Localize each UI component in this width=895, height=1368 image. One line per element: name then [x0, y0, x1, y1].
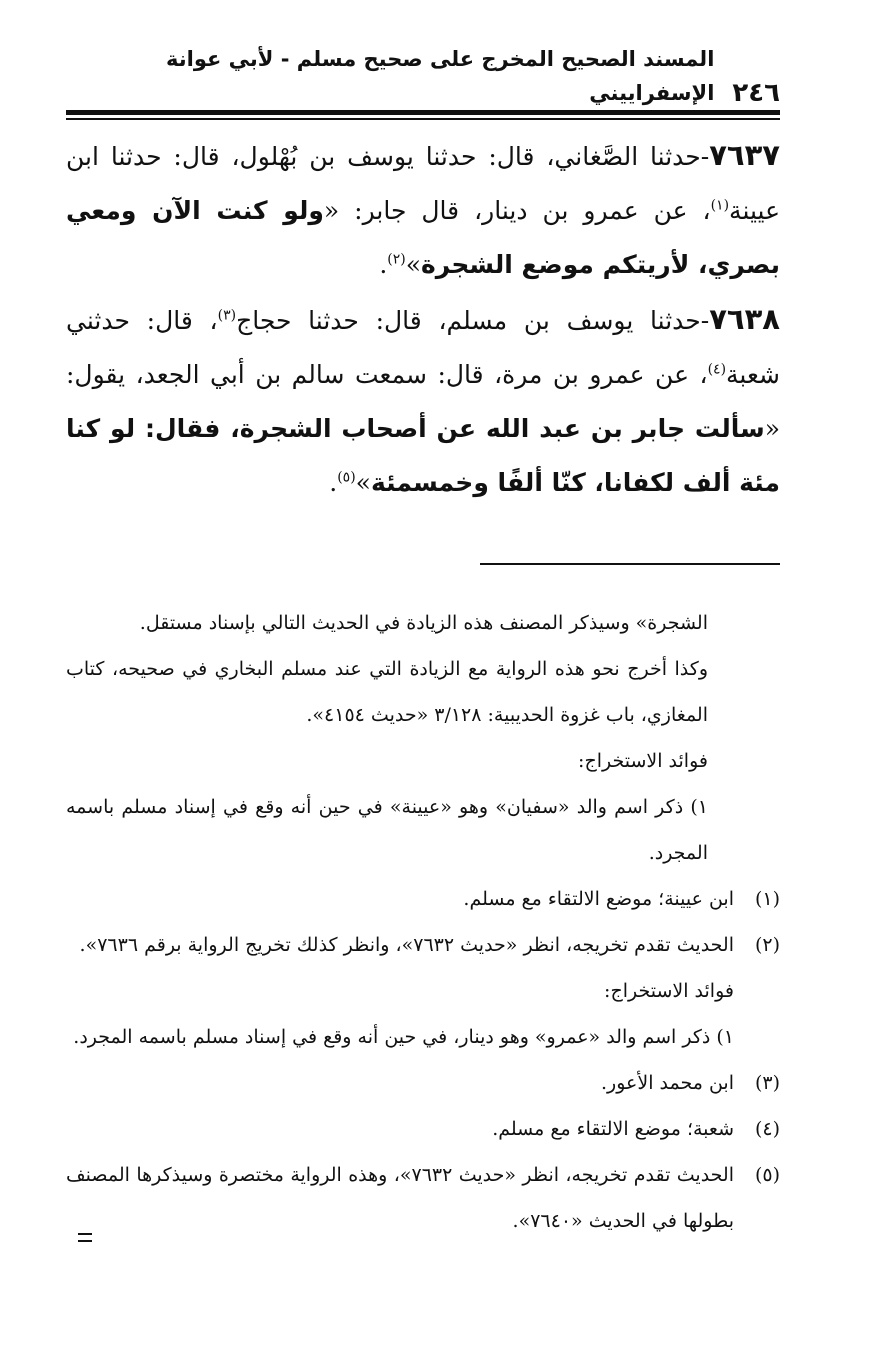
- footnote-separator: [480, 563, 780, 565]
- running-title: المسند الصحيح المخرج على صحيح مسلم - لأبي عوانة الإسفراييني: [166, 47, 715, 105]
- footnote-2: [66, 922, 780, 968]
- hadith-number: ٧٦٣٨: [709, 302, 780, 336]
- header-rule-thin: [66, 118, 780, 120]
- footnote-ref[interactable]: (٣): [217, 307, 237, 324]
- isnad-text: ، عن عمرو بن دينار، قال جابر: «: [323, 196, 711, 225]
- end-of-page-mark: [78, 1233, 92, 1242]
- footnote-text: ١) ذكر اسم والد «عمرو» وهو دينار، في حين أنه وقع في إسناد مسلم باسمه المجرد.: [73, 1026, 734, 1048]
- main-text: [66, 128, 780, 510]
- footnote-ref[interactable]: (٢): [387, 251, 406, 268]
- full-stop: .: [379, 250, 388, 279]
- isnad-text: -حدثنا الصَّغاني، قال: حدثنا يوسف بن بُهْلول، قال: حدثنا ابن عيينة: [66, 142, 780, 225]
- footnote-4: [66, 1106, 780, 1152]
- footnote-1: [66, 876, 780, 922]
- footnote-continuation: ١) ذكر اسم والد «سفيان» وهو «عيينة» في حين أنه وقع في إسناد مسلم باسمه المجرد.: [66, 796, 708, 864]
- footnote-marker: (١): [754, 888, 780, 910]
- footnote-text: فوائد الاستخراج:: [604, 980, 734, 1002]
- full-stop: .: [329, 468, 338, 497]
- footnote-text: شعبة؛ موضع الالتقاء مع مسلم.: [492, 1118, 734, 1140]
- matn-text: ولو كنت الآن ومعي بصري، لأريتكم موضع الشجرة: [66, 196, 780, 279]
- footnote-ref[interactable]: (٤): [707, 361, 727, 378]
- footnote-text: ابن محمد الأعور.: [601, 1072, 734, 1094]
- hadith-number: ٧٦٣٧: [709, 138, 780, 172]
- header-rule-thick: [66, 110, 780, 115]
- footnote-marker: (٣): [754, 1072, 780, 1094]
- footnote-ref[interactable]: (٥): [337, 469, 356, 486]
- isnad-text: ، عن عمرو بن مرة، قال: سمعت سالم بن أبي الجعد، يقول: «: [66, 360, 780, 443]
- footnote-text: الحديث تقدم تخريجه، انظر «حديث ٧٦٣٢»، وهذه الرواية مختصرة وسيذكرها المصنف بطولها في الحديث «٧٦٤٠».: [66, 1164, 734, 1232]
- isnad-text: -حدثنا يوسف بن مسلم، قال: حدثنا حجاج: [236, 306, 710, 335]
- footnote-text: الحديث تقدم تخريجه، انظر «حديث ٧٦٣٢»، وانظر كذلك تخريج الرواية برقم ٧٦٣٦».: [79, 934, 734, 956]
- page-number: ٢٤٦: [732, 78, 780, 108]
- page-header: [66, 47, 780, 110]
- footnote-3: [66, 1060, 780, 1106]
- hadith-7637: [66, 128, 780, 292]
- quote-close: »: [355, 468, 371, 497]
- footnote-marker: (٢): [754, 934, 780, 956]
- footnote-continuation: فوائد الاستخراج:: [578, 750, 708, 772]
- footnote-ref[interactable]: (١): [710, 197, 730, 214]
- isnad-text: ، قال: حدثني شعبة: [66, 306, 780, 389]
- hadith-7638: [66, 292, 780, 510]
- quote-close: »: [405, 250, 422, 279]
- footnotes: [66, 600, 780, 1244]
- footnote-5: [66, 1152, 780, 1244]
- footnote-marker: (٥): [754, 1164, 780, 1186]
- matn-text: سألت جابر بن عبد الله عن أصحاب الشجرة، فقال: لو كنا مئة ألف لكفانا، كنّا ألفًا وخمسمئة: [66, 414, 780, 497]
- footnote-continuation: الشجرة» وسيذكر المصنف هذه الزيادة في الحديث التالي بإسناد مستقل.: [139, 612, 708, 634]
- footnote-marker: (٤): [754, 1118, 780, 1140]
- footnote-text: ابن عيينة؛ موضع الالتقاء مع مسلم.: [463, 888, 734, 910]
- footnote-continuation: وكذا أخرج نحو هذه الرواية مع الزيادة التي عند مسلم البخاري في صحيحه، كتاب المغازي، باب غزوة الحديبية: ٣/١٢٨ «حديث ٤١٥٤».: [66, 658, 708, 726]
